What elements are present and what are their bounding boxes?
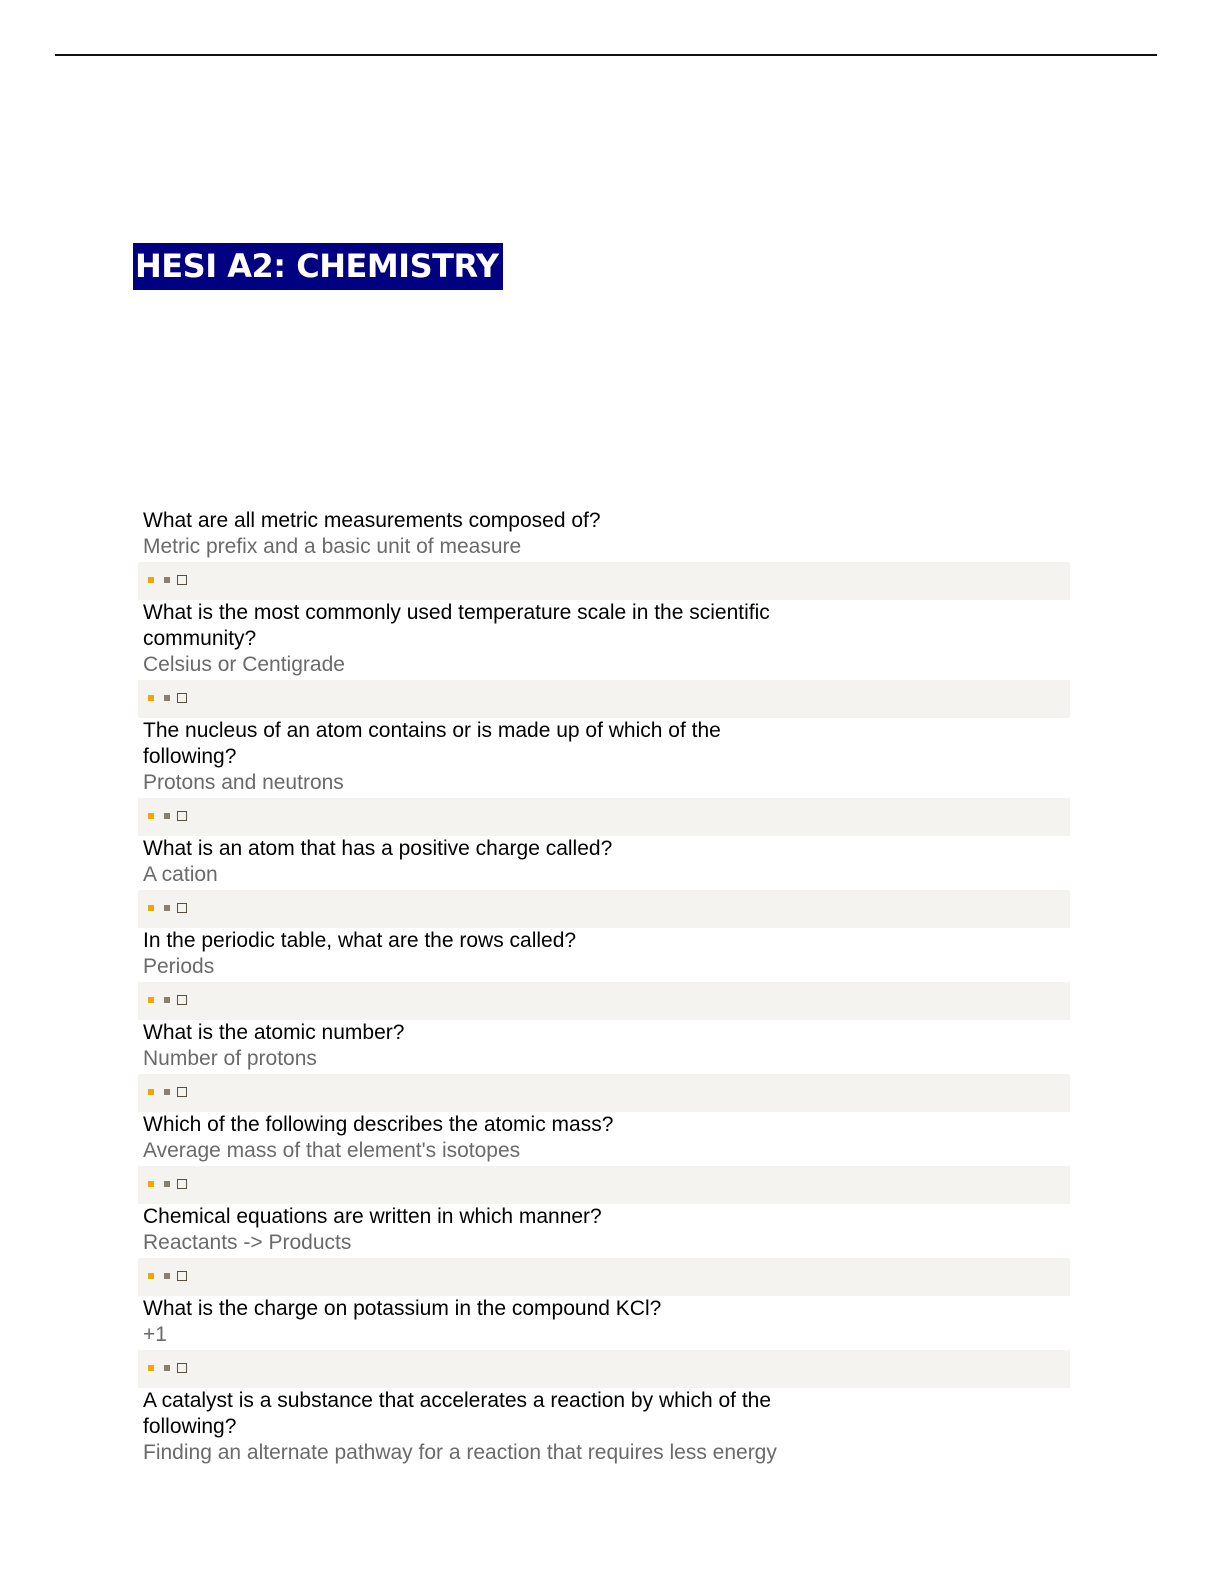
card-toolbar (138, 1166, 1070, 1204)
tag-icon[interactable] (164, 1365, 170, 1371)
question-text: What are all metric measurements composed of? (143, 509, 601, 532)
tag-icon[interactable] (164, 695, 170, 701)
answer-text: Reactants -> Products (143, 1231, 352, 1254)
flashcard (138, 508, 1070, 600)
tag-icon[interactable] (164, 813, 170, 819)
flashcard-list (138, 508, 1070, 1466)
answer-text: Protons and neutrons (143, 771, 344, 794)
star-icon[interactable] (148, 997, 154, 1003)
flashcard (138, 1112, 1070, 1204)
star-icon[interactable] (148, 813, 154, 819)
card-toolbar (138, 1074, 1070, 1112)
answer-text: Periods (143, 955, 215, 978)
flashcard (138, 600, 1070, 718)
document-title: HESI A2: CHEMISTRY (133, 243, 503, 290)
answer-text: Finding an alternate pathway for a reaction that requires less energy (143, 1441, 777, 1464)
card-toolbar (138, 798, 1070, 836)
flashcard (138, 1020, 1070, 1112)
star-icon[interactable] (148, 1181, 154, 1187)
flashcard (138, 1296, 1070, 1388)
answer-text: +1 (143, 1323, 167, 1346)
flashcard (138, 1388, 1070, 1466)
tag-icon[interactable] (164, 905, 170, 911)
answer-text: Average mass of that element's isotopes (143, 1139, 521, 1162)
tag-icon[interactable] (164, 1181, 170, 1187)
star-icon[interactable] (148, 577, 154, 583)
header-rule (55, 54, 1157, 56)
question-text: What is the charge on potassium in the compound KCl? (143, 1297, 662, 1320)
question-text: What is the atomic number? (143, 1021, 405, 1044)
star-icon[interactable] (148, 1365, 154, 1371)
star-icon[interactable] (148, 695, 154, 701)
card-toolbar (138, 680, 1070, 718)
question-text: The nucleus of an atom contains or is made up of which of the following? (143, 719, 721, 768)
card-toolbar (138, 1350, 1070, 1388)
card-toolbar (138, 562, 1070, 600)
question-text: Which of the following describes the atomic mass? (143, 1113, 614, 1136)
tag-icon[interactable] (164, 1089, 170, 1095)
question-text: What is an atom that has a positive charge called? (143, 837, 613, 860)
card-toolbar (138, 1258, 1070, 1296)
checkbox-icon[interactable] (177, 1363, 187, 1373)
tag-icon[interactable] (164, 1273, 170, 1279)
star-icon[interactable] (148, 1273, 154, 1279)
checkbox-icon[interactable] (177, 995, 187, 1005)
question-text: A catalyst is a substance that accelerates a reaction by which of the following? (143, 1389, 772, 1438)
answer-text: Celsius or Centigrade (143, 653, 345, 676)
checkbox-icon[interactable] (177, 575, 187, 585)
flashcard (138, 718, 1070, 836)
flashcard (138, 836, 1070, 928)
checkbox-icon[interactable] (177, 903, 187, 913)
checkbox-icon[interactable] (177, 1087, 187, 1097)
checkbox-icon[interactable] (177, 693, 187, 703)
card-toolbar (138, 982, 1070, 1020)
star-icon[interactable] (148, 905, 154, 911)
tag-icon[interactable] (164, 577, 170, 583)
checkbox-icon[interactable] (177, 811, 187, 821)
star-icon[interactable] (148, 1089, 154, 1095)
answer-text: Metric prefix and a basic unit of measure (143, 535, 522, 558)
question-text: In the periodic table, what are the rows called? (143, 929, 577, 952)
tag-icon[interactable] (164, 997, 170, 1003)
checkbox-icon[interactable] (177, 1271, 187, 1281)
answer-text: A cation (143, 863, 218, 886)
flashcard (138, 928, 1070, 1020)
flashcard (138, 1204, 1070, 1296)
checkbox-icon[interactable] (177, 1179, 187, 1189)
question-text: What is the most commonly used temperature scale in the scientific community? (143, 601, 770, 650)
question-text: Chemical equations are written in which manner? (143, 1205, 602, 1228)
answer-text: Number of protons (143, 1047, 317, 1070)
card-toolbar (138, 890, 1070, 928)
